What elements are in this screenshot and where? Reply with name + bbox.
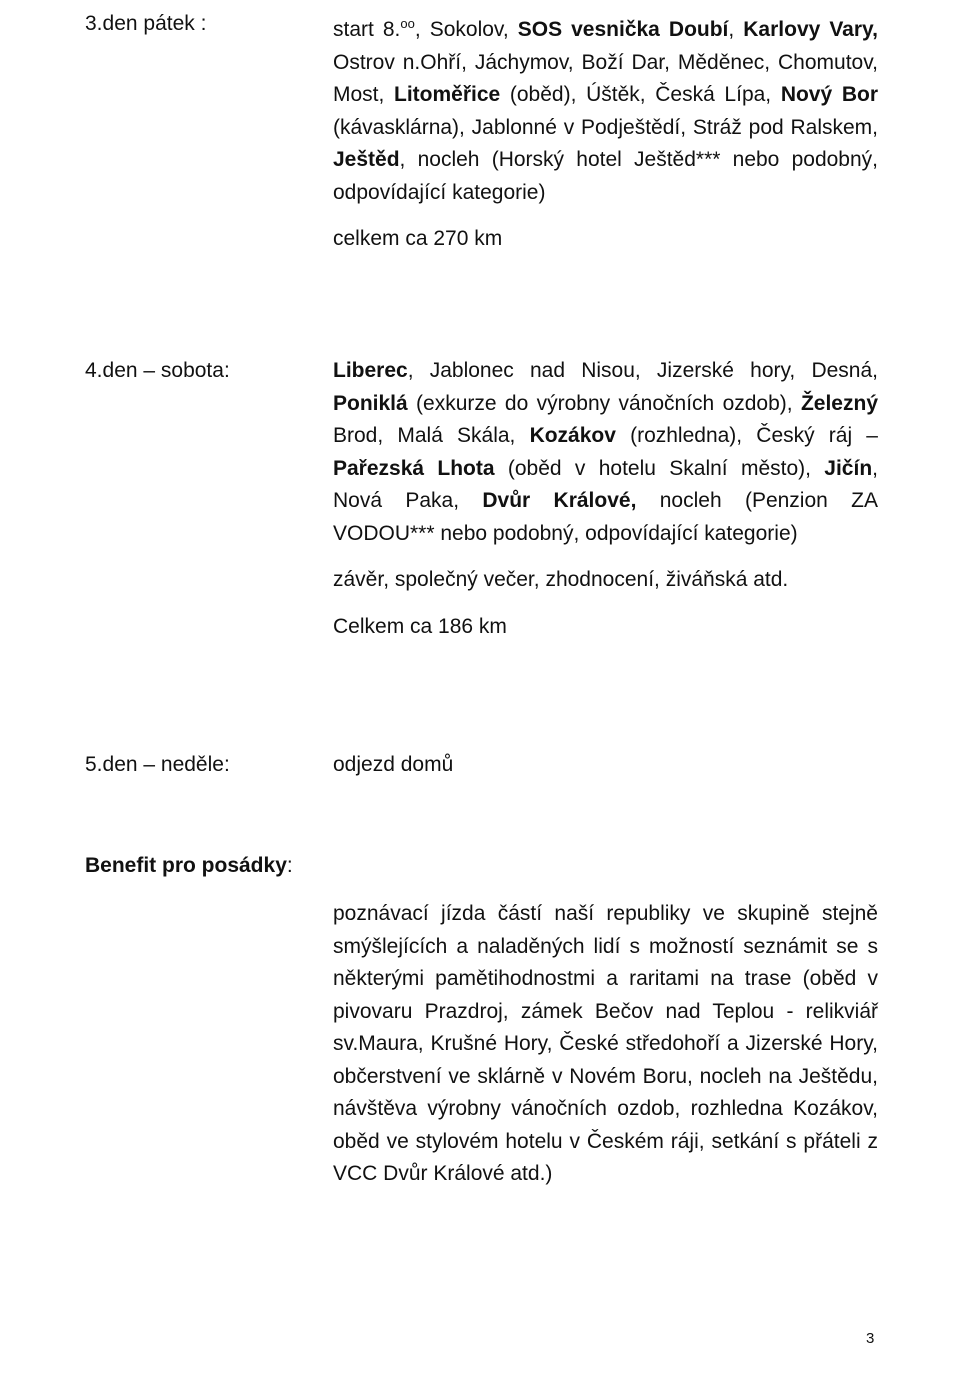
page-number: 3: [866, 1330, 875, 1347]
day5-label: 5.den – neděle:: [85, 753, 230, 776]
text-run: , nocleh (Horský hotel Ještěd*** nebo podobný, odpovídající kategorie): [333, 148, 878, 204]
day4-itinerary: [333, 355, 878, 550]
text-run: (rozhledna), Český ráj –: [615, 424, 878, 447]
bold-run: Liberec: [333, 359, 408, 382]
benefit-text: poznávací jízda částí naší republiky ve skupině stejně smýšlejících a naladěných lidí s možností seznámit se s některými pamětihodnostmi a raritami na trase (oběd v pivovaru Prazdroj, zámek Bečov nad Teplou - relikviář sv.Maura, Krušné Hory, České středohoří a Jizerské Hory, občerstvení ve sklárně v Novém Boru, nocleh na Ještědu, návštěva výrobny vánočních ozdob, rozhledna Kozákov, oběd ve stylovém hotelu v Českém ráji, setkání s přáteli z VCC Dvůr Králové atd.): [333, 902, 878, 1185]
superscript-run: oo: [400, 16, 415, 31]
bold-run: Karlovy Vary,: [743, 18, 878, 41]
benefit-heading-text: Benefit pro posádky: [85, 854, 287, 877]
day3-itinerary: [333, 8, 878, 209]
text-run: , Sokolov,: [414, 18, 518, 41]
bold-run: Kozákov: [529, 424, 616, 447]
text-run: , Nová Paka,: [333, 456, 878, 512]
day5-content: [333, 749, 878, 782]
benefit-content: [333, 898, 878, 1191]
text-run: start 8.: [333, 18, 401, 41]
bold-run: Litoměřice: [394, 83, 501, 106]
day4-content: [333, 355, 878, 643]
bold-run: Poniklá: [333, 391, 408, 415]
bold-run: Železný: [800, 391, 878, 415]
day4-total: Celkem ca 186 km: [333, 614, 507, 638]
benefit-heading-colon: :: [286, 854, 293, 877]
bold-run: Pařezská Lhota: [333, 456, 495, 480]
text-run: nocleh (Penzion ZA VODOU*** nebo podobný, odpovídající kategorie): [333, 489, 878, 545]
bold-run: Ještěd: [333, 148, 400, 171]
text-run: (oběd), Úštěk, Česká Lípa,: [500, 83, 781, 106]
day4-summary: závěr, společný večer, zhodnocení, živáňská atd.: [333, 568, 789, 591]
bold-run: Jičín: [824, 456, 873, 480]
day4-label: 4.den – sobota:: [85, 359, 230, 382]
text-run: Ostrov n.Ohří, Jáchymov, Boží Dar, Měděnec, Chomutov, Most,: [333, 50, 878, 106]
bold-run: Nový Bor: [780, 83, 878, 106]
day3-label: 3.den pátek :: [85, 12, 207, 35]
day5-text: odjezd domů: [333, 753, 454, 776]
benefit-heading: [85, 850, 293, 883]
text-run: , Jablonec nad Nisou, Jizerské hory, Desná,: [407, 359, 878, 382]
bold-run: SOS vesnička Doubí: [517, 18, 729, 41]
text-run: (exkurze do výrobny vánočních ozdob),: [407, 391, 801, 415]
text-run: Brod, Malá Skála,: [333, 424, 530, 447]
day3-total: celkem ca 270 km: [333, 227, 503, 250]
bold-run: Dvůr Králové,: [482, 489, 637, 512]
text-run: ,: [728, 18, 744, 41]
text-run: (kávasklárna), Jablonné v Podještědí, Stráž pod Ralskem,: [333, 115, 878, 139]
day3-content: [333, 8, 878, 256]
text-run: (oběd v hotelu Skalní město),: [494, 456, 825, 480]
